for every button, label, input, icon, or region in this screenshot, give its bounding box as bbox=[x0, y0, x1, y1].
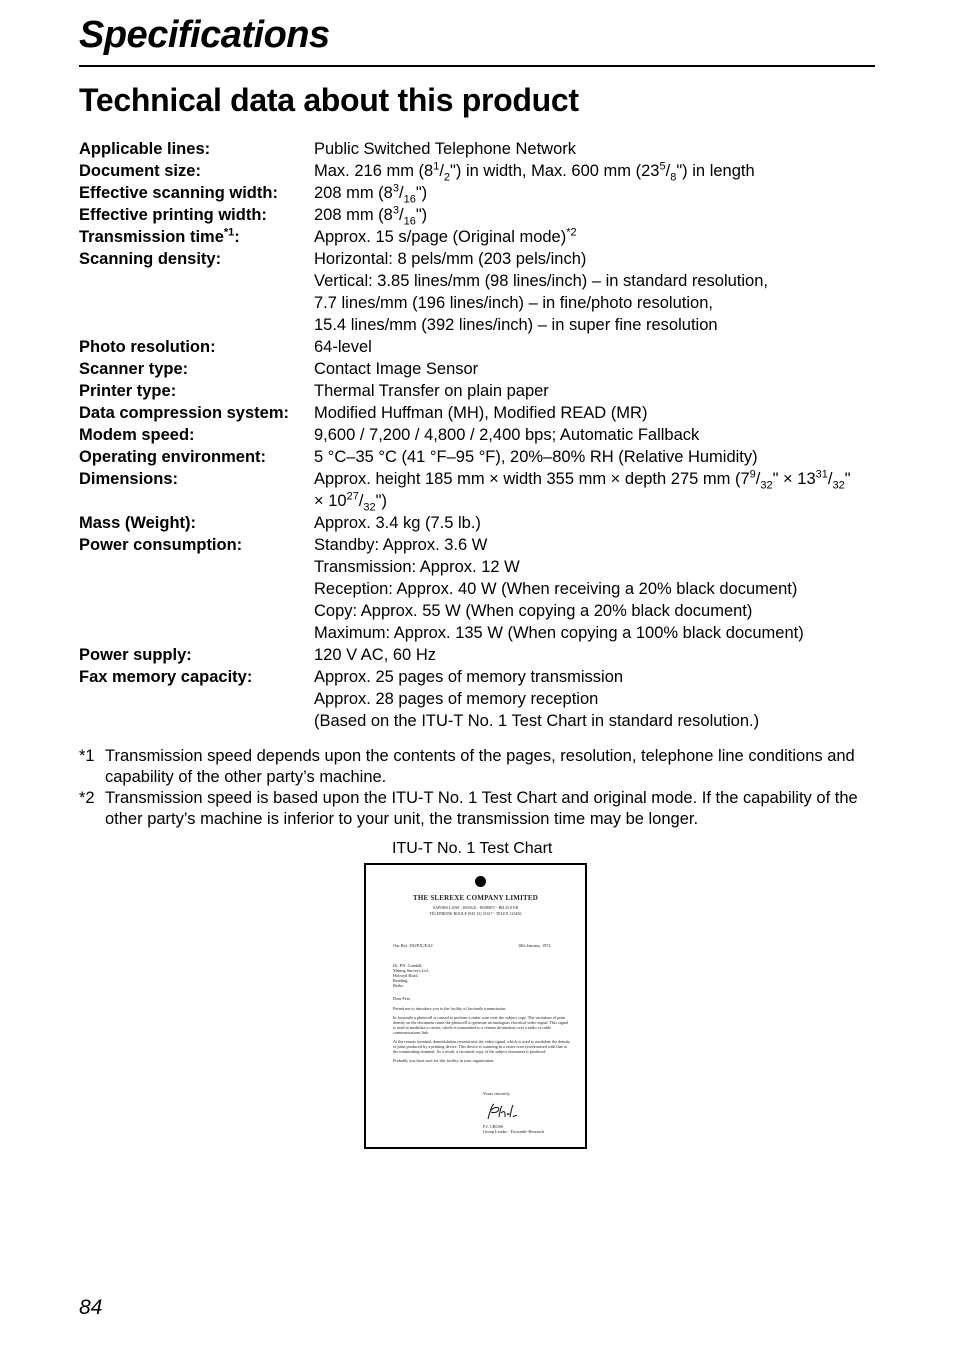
spec-value-sup: *2 bbox=[566, 226, 577, 239]
chart-company-telephone: TELEPHONE BOOLE (945 13) 51617 - TELEX 123456 bbox=[429, 911, 522, 916]
chart-letter-body bbox=[393, 1006, 571, 1067]
spec-value-line: 120 V AC, 60 Hz bbox=[314, 646, 436, 664]
spec-value-sub: 32 bbox=[832, 479, 845, 492]
spec-row bbox=[79, 380, 879, 402]
footnote-mark: *2 bbox=[79, 789, 95, 807]
spec-label: Effective printing width: bbox=[79, 206, 267, 224]
spec-label: Applicable lines: bbox=[79, 140, 211, 158]
spec-label: Document size: bbox=[79, 162, 201, 180]
spec-row bbox=[79, 446, 879, 468]
footnote-text: Transmission speed depends upon the contents of the pages, resolution, telephone line conditions and capability of the other party’s machine. bbox=[105, 747, 855, 786]
spec-values bbox=[314, 248, 879, 336]
spec-label: Printer type: bbox=[79, 382, 177, 400]
chart-paragraph: In facsimile a photocell is caused to perform a raster scan over the subject copy. The variations of print density on the document cause the photocell to generate an analogous electrical video signal. This signal is used to modulate a carrier, which is transmitted to a remote destination over a radio or cable communications link. bbox=[393, 1015, 569, 1035]
spec-row bbox=[79, 666, 879, 732]
chart-paragraph: Probably you have uses for this facility in your organisation. bbox=[393, 1058, 495, 1063]
test-chart-image bbox=[364, 863, 587, 1149]
spec-value-line: × $10^{27}/_{32}$") bbox=[314, 490, 388, 514]
footnote bbox=[79, 746, 879, 788]
spec-value-sub: 2 bbox=[443, 171, 451, 184]
chart-date: 18th January, 1972. bbox=[518, 943, 552, 948]
spec-row bbox=[79, 226, 879, 248]
section-title: Specifications bbox=[79, 14, 330, 56]
spec-label: Operating environment: bbox=[79, 448, 267, 466]
spec-row bbox=[79, 468, 879, 512]
chart-closing: Yours sincerely, bbox=[483, 1091, 511, 1096]
spec-row bbox=[79, 336, 879, 358]
spec-label: Photo resolution: bbox=[79, 338, 216, 356]
spec-label-footnote-mark: *1 bbox=[223, 226, 235, 239]
test-chart-caption: ITU-T No. 1 Test Chart bbox=[392, 840, 553, 857]
spec-value-line: Modified Huffman (MH), Modified READ (MR) bbox=[314, 404, 648, 422]
spec-value-sub: 32 bbox=[363, 501, 376, 514]
spec-values bbox=[314, 402, 879, 424]
spec-label: Power consumption: bbox=[79, 536, 243, 554]
spec-value-line: Copy: Approx. 55 W (When copying a 20% black document) bbox=[314, 602, 753, 620]
spec-value-line: 208 mm $(8^3/_{16}")$ bbox=[314, 182, 428, 206]
spec-label: Fax memory capacity: bbox=[79, 668, 253, 686]
title-rule bbox=[79, 65, 875, 67]
spec-values bbox=[314, 446, 879, 468]
chart-recipient-line: Dr. P.N. Cundall, bbox=[393, 963, 423, 968]
spec-label: Scanner type: bbox=[79, 360, 189, 378]
spec-list bbox=[79, 138, 879, 732]
spec-values bbox=[314, 160, 879, 182]
spec-label: Dimensions: bbox=[79, 470, 179, 488]
spec-value-sub: 32 bbox=[760, 479, 773, 492]
spec-values bbox=[314, 666, 879, 732]
spec-value-line: 15.4 lines/mm (392 lines/inch) – in super fine resolution bbox=[314, 316, 718, 334]
spec-value-line: (Based on the ITU-T No. 1 Test Chart in standard resolution.) bbox=[314, 712, 760, 730]
spec-values bbox=[314, 138, 879, 160]
footnote-mark: *1 bbox=[79, 747, 95, 765]
spec-row bbox=[79, 512, 879, 534]
spec-value-line: 7.7 lines/mm (196 lines/inch) – in fine/photo resolution, bbox=[314, 294, 713, 312]
page-number: 84 bbox=[79, 1296, 103, 1319]
spec-row bbox=[79, 358, 879, 380]
spec-values bbox=[314, 380, 879, 402]
spec-value-line: 64-level bbox=[314, 338, 372, 356]
spec-label: Modem speed: bbox=[79, 426, 195, 444]
chart-recipient-line: Mining Surveys Ltd., bbox=[393, 968, 430, 973]
spec-values bbox=[314, 182, 879, 204]
chart-signer bbox=[483, 1124, 544, 1134]
chart-signer-title: Group Leader - Facsimile Research bbox=[483, 1129, 545, 1134]
spec-row bbox=[79, 248, 879, 336]
chart-paragraph: Permit me to introduce you to the facility of facsimile transmission. bbox=[393, 1006, 507, 1011]
footnote bbox=[79, 788, 879, 830]
chart-company-address: SAPORS LANE - BOOLE - DORSET - BH 25 8 ER bbox=[432, 905, 519, 910]
spec-row bbox=[79, 424, 879, 446]
chart-paragraph: At the remote terminal, demodulation reconstructs the video signal, which is used to modulate the density of print produced by a printing device. This device is scanning in a raster scan synchronised with that at the transmitting terminal. As a result, a facsimile copy of the subject document is produced. bbox=[393, 1039, 571, 1054]
signature-image bbox=[484, 1101, 520, 1123]
spec-values bbox=[314, 512, 879, 534]
spec-value-line: Horizontal: 8 pels/mm (203 pels/inch) bbox=[314, 250, 587, 268]
spec-value-line: Approx. 25 pages of memory transmission bbox=[314, 668, 624, 686]
spec-label: Data compression system: bbox=[79, 404, 289, 422]
spec-value-line: Max. 216 mm $(8^1/_2")$ in width, Max. 600 mm $(23^5/_8")$ in length bbox=[314, 160, 755, 184]
spec-label: Power supply: bbox=[79, 646, 192, 664]
chart-recipient-address bbox=[393, 963, 430, 988]
chart-company-name: THE SLEREXE COMPANY LIMITED bbox=[413, 894, 538, 902]
footnotes bbox=[79, 746, 879, 830]
spec-value-line: Approx. 3.4 kg (7.5 lb.) bbox=[314, 514, 481, 532]
spec-label: Scanning density: bbox=[79, 250, 222, 268]
spec-value-sub: 16 bbox=[403, 215, 416, 228]
spec-row bbox=[79, 402, 879, 424]
spec-value-sub: 8 bbox=[670, 171, 677, 184]
spec-value-line: Contact Image Sensor bbox=[314, 360, 479, 378]
spec-values bbox=[314, 424, 879, 446]
spec-value-sub: 16 bbox=[403, 193, 416, 206]
spec-value-sup: 3 bbox=[392, 182, 399, 195]
spec-row bbox=[79, 534, 879, 644]
spec-value-sup: 31 bbox=[815, 468, 828, 481]
spec-values bbox=[314, 226, 879, 248]
spec-row bbox=[79, 644, 879, 666]
spec-row bbox=[79, 182, 879, 204]
spec-value-line: 9,600 / 7,200 / 4,800 / 2,400 bps; Automatic Fallback bbox=[314, 426, 700, 444]
spec-value-line: Thermal Transfer on plain paper bbox=[314, 382, 549, 400]
spec-values bbox=[314, 358, 879, 380]
chart-recipient-line: Holroyd Road, bbox=[393, 973, 419, 978]
spec-label: Effective scanning width: bbox=[79, 184, 278, 202]
chart-signer-name: P.J. CROSS bbox=[483, 1124, 504, 1129]
spec-value-line: Standby: Approx. 3.6 W bbox=[314, 536, 488, 554]
spec-values bbox=[314, 644, 879, 666]
spec-label: Transmission time$^{*1}$: bbox=[79, 226, 240, 246]
company-logo-icon bbox=[475, 876, 486, 887]
spec-value-line: Approx. 28 pages of memory reception bbox=[314, 690, 599, 708]
spec-row bbox=[79, 160, 879, 182]
chart-recipient-line: Reading, bbox=[393, 978, 409, 983]
spec-row bbox=[79, 138, 879, 160]
spec-value-line: Approx. height 185 mm × width 355 mm × depth 275 mm ($7^9/_{32}$" × $13^{31}/_{32}$" bbox=[314, 468, 851, 492]
spec-value-sup: 9 bbox=[749, 468, 756, 481]
spec-values bbox=[314, 336, 879, 358]
spec-value-line: 5 °C–35 °C (41 °F–95 °F), 20%–80% RH (Relative Humidity) bbox=[314, 448, 758, 466]
spec-value-sup: 27 bbox=[346, 490, 359, 503]
spec-label: Mass (Weight): bbox=[79, 514, 197, 532]
chart-reference: Our Ref. 350/PJC/EAC bbox=[393, 943, 434, 948]
spec-value-line: 208 mm $(8^3/_{16}")$ bbox=[314, 204, 428, 228]
spec-value-line: Public Switched Telephone Network bbox=[314, 140, 577, 158]
footnote-text: Transmission speed is based upon the ITU-T No. 1 Test Chart and original mode. If the capability of the other party’s machine is inferior to your unit, the transmission time may be longer. bbox=[105, 789, 858, 828]
spec-value-line: Transmission: Approx. 12 W bbox=[314, 558, 520, 576]
spec-value-sup: 1 bbox=[433, 160, 440, 173]
chart-salutation: Dear Pete, bbox=[393, 996, 411, 1001]
page-title: Technical data about this product bbox=[79, 82, 579, 118]
spec-value-line: Reception: Approx. 40 W (When receiving a 20% black document) bbox=[314, 580, 798, 598]
spec-value-line: Vertical: 3.85 lines/mm (98 lines/inch) – in standard resolution, bbox=[314, 272, 768, 290]
chart-recipient-line: Berks. bbox=[393, 983, 405, 988]
spec-value-sup: 3 bbox=[392, 204, 399, 217]
spec-values bbox=[314, 534, 879, 644]
spec-values bbox=[314, 468, 879, 512]
spec-row bbox=[79, 204, 879, 226]
spec-value-line: Approx. 15 s/page (Original mode)$^{*2}$ bbox=[314, 226, 577, 246]
spec-value-sup: 5 bbox=[659, 160, 666, 173]
spec-values bbox=[314, 204, 879, 226]
spec-value-line: Maximum: Approx. 135 W (When copying a 100% black document) bbox=[314, 624, 804, 642]
